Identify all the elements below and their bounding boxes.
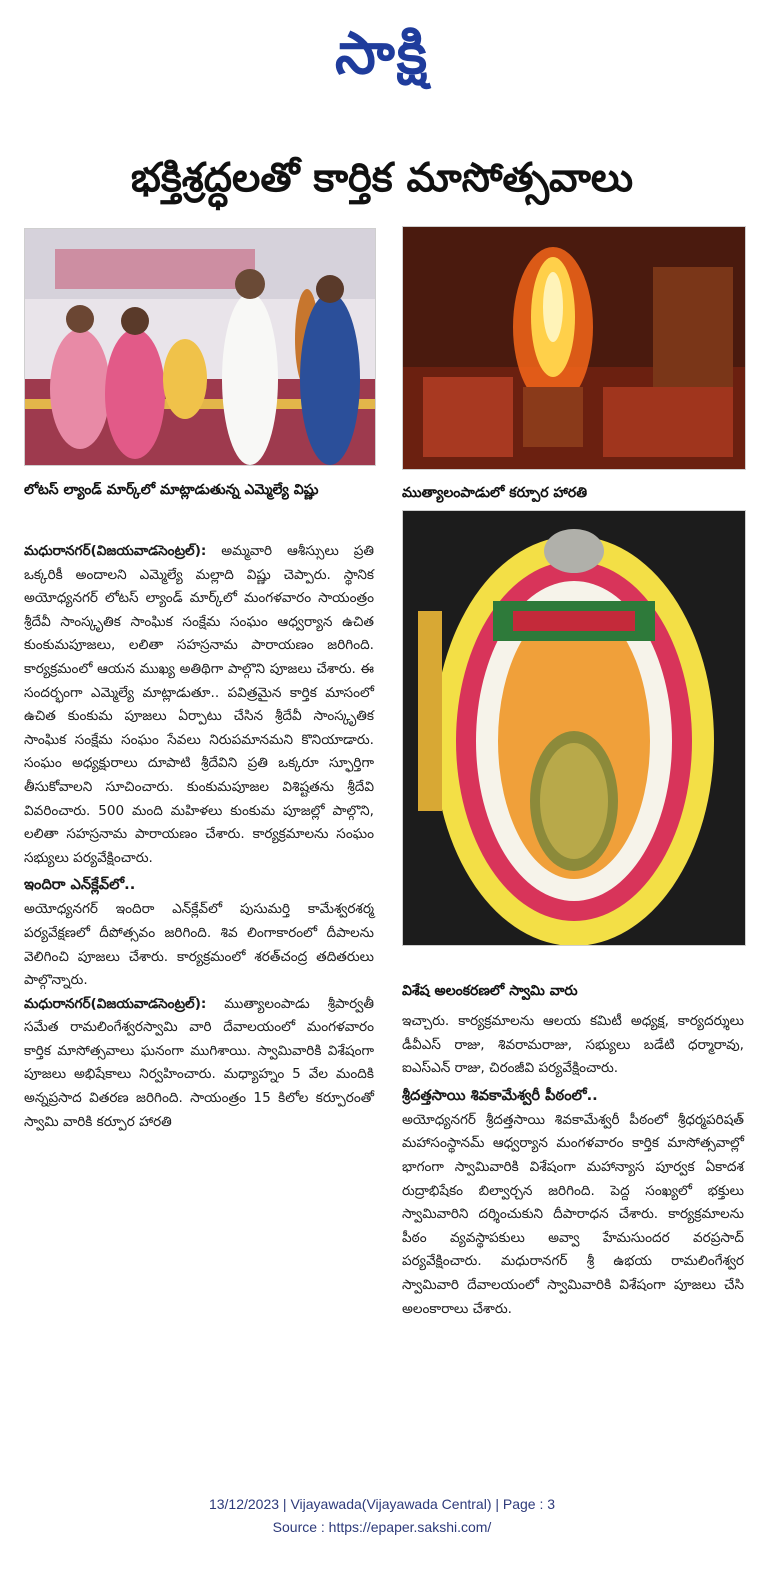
dateline: మధురానగర్‌(విజయవాడసెంట్రల్‌): — [24, 543, 207, 559]
article-paragraph: ఇచ్చారు. కార్యక్రమాలను ఆలయ కమిటీ అధ్యక్ష, కార్యదర్శులు డీవీఎస్‌ రాజు, శివరామరాజు, సభ్యులు బడేటి ధర్మారావు, ఐఎస్‌ఎన్‌ రాజు, చిరంజీవి పర్యవేక్షించారు. — [402, 1013, 744, 1077]
subheading: ఇందిరా ఎన్‌క్లేవ్‌లో.. — [24, 876, 136, 894]
article-right-column — [402, 1010, 744, 1321]
article-paragraph — [24, 540, 374, 870]
footer-date-edition: 13/12/2023 | Vijayawada(Vijayawada Central) | Page : 3 — [208, 1496, 556, 1512]
photo3-caption: విశేష అలంకరణలో స్వామి వారు — [402, 983, 578, 999]
paragraph-text: అమ్మవారి ఆశీస్సులు ప్రతి ఒక్కరికీ అందాలని ఎమ్మెల్యే మల్లాది విష్ణు చెప్పారు. స్థానిక అయోధ్యనగర్‌ లోటస్‌ ల్యాండ్‌ మార్క్‌లో మంగళవారం సాయంత్రం శ్రీదేవీ సాంస్కృతిక సాంఘిక సంక్షేమ సంఘం ఆధ్వర్యాన ఉచిత కుంకుమపూజలు, లలితా సహస్రనామ పారాయణం జరిగింది. కార్యక్రమంలో ఆయన ముఖ్య అతిథిగా పాల్గొని పూజలు చేశారు. ఈ సందర్భంగా ఎమ్మెల్యే మాట్లాడుతూ.. పవిత్రమైన కార్తిక మాసంలో ఉచిత కుంకుమ పూజలు ఏర్పాటు చేసిన శ్రీదేవీ సాంస్కృతిక సాంఘిక సంక్షేమ సంఘం సేవలు నిరుపమానమని కొనియాడారు. సంఘం అధ్యక్షురాలు దూపాటి శ్రీదేవిని ప్రతి ఒక్కరూ స్ఫూర్తిగా తీసుకోవాలని సూచించారు. కుంకుమపూజల విశిష్టతను శ్రీదేవి వివరించారు. 500 మంది మహిళలు కుంకుమ పూజల్లో పాల్గొని, లలితా సహస్రనామ పారాయణం చేశారు. కార్యక్రమాలను సంఘం సభ్యులు పర్యవేక్షించారు. — [24, 543, 374, 866]
article-left-column — [24, 540, 374, 1134]
photo2-caption: ముత్యాలంపాడులో కర్పూర హారతి — [402, 485, 588, 501]
photo-karpura-harathi — [402, 226, 746, 470]
article-paragraph — [24, 993, 374, 1135]
photo-mla-speaking — [24, 228, 376, 466]
subheading: శ్రీదత్తసాయి శివకామేశ్వరీ పీఠంలో.. — [402, 1086, 598, 1104]
dateline: మధురానగర్‌(విజయవాడసెంట్రల్‌): — [24, 995, 207, 1012]
masthead-logo: సాక్షి — [334, 19, 430, 87]
headline: భక్తిశ్రద్ధలతో కార్తిక మాసోత్సవాలు — [130, 155, 634, 201]
photo-swami-alankarana — [402, 510, 746, 946]
article-paragraph: అయోధ్యనగర్‌ శ్రీదత్తసాయి శివకామేశ్వరీ పీఠంలో శ్రీధర్మపరిషత్‌ మహాసంస్థానమ్‌ ఆధ్వర్యాన మంగళవారం కార్తిక మాసోత్సవాల్లో భాగంగా స్వామివారికి విశేషంగా మహాన్యాస పూర్వక ఏకాదశ రుద్రాభిషేకం బిల్వార్చన జరిగింది. పెద్ద సంఖ్యలో భక్తులు స్వామివారిని దర్శించుకుని దీపారాధన చేశారు. కార్యక్రమాలను పీఠం వ్యవస్థాపకులు అవ్వా హేమసుందర వరప్రసాద్‌ పర్యవేక్షించారు. మధురానగర్‌ శ్రీ ఉభయ రామలింగేశ్వర స్వామివారి దేవాలయంలో స్వామివారికి విశేషంగా పూజలు చేసి అలంకారాలు చేశారు. — [402, 1111, 744, 1317]
footer-source-link[interactable]: Source : https://epaper.sakshi.com/ — [272, 1519, 492, 1535]
paragraph-text: ముత్యాలంపాడు శ్రీపార్వతీ సమేత రామలింగేశ్వరస్వామి వారి దేవాలయంలో మంగళవారం కార్తిక మాసోత్సవాలు ఘనంగా ముగిశాయి. స్వామివారికి విశేషంగా పూజలు అభిషేకాలు నిర్వహించారు. మధ్యాహ్నం 5 వేల మందికి అన్నప్రసాద వితరణ జరిగింది. సాయంత్రం 15 కిలోల కర్పూరంతో స్వామి వారికి కర్పూర హారతి — [24, 995, 374, 1130]
article-paragraph: అయోధ్యనగర్‌ ఇందిరా ఎన్‌క్లేవ్‌లో పుసుమర్తి కామేశ్వరశర్మ పర్యవేక్షణలో దీపోత్సవం జరిగింది. శివ లింగాకారంలో దీపాలను వెలిగించి పూజలు చేశారు. కార్యక్రమంలో శరత్‌చంద్ర తదితరులు పాల్గొన్నారు. — [24, 901, 374, 989]
photo1-caption: లోటస్ ల్యాండ్ మార్క్‌లో మాట్లాడుతున్న ఎమ్మెల్యే విష్ణు — [24, 482, 319, 498]
